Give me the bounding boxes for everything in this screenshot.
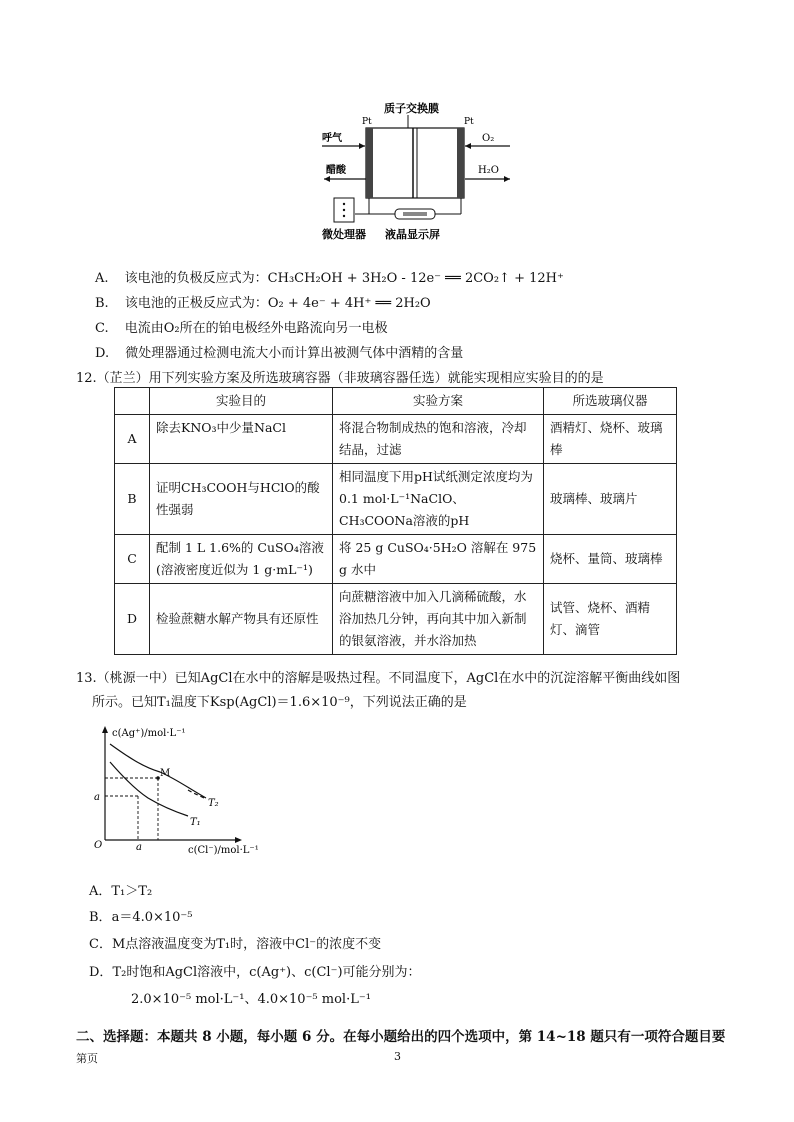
q11-option-b: [95, 292, 431, 311]
q11-option-d: [95, 342, 463, 361]
row-purpose: 配制 1 L 1.6%的 CuSO₄溶液(溶液密度近似为 1 g·mL⁻¹): [150, 535, 333, 584]
a-y-label: a: [94, 792, 100, 803]
page-number: 3: [394, 1050, 401, 1063]
option-text: T₂时饱和AgCl溶液中，c(Ag⁺)、c(Cl⁻)可能分别为：: [112, 965, 421, 980]
q12-table: [114, 387, 677, 655]
q13-option-d-line2: 2.0×10⁻⁵ mol·L⁻¹、4.0×10⁻⁵ mol·L⁻¹: [131, 992, 371, 1007]
row-glass: 酒精灯、烧杯、玻璃棒: [544, 415, 677, 464]
q13-stem-line2: 所示。已知T₁温度下Ksp(AgCl)＝1.6×10⁻⁹，下列说法正确的是: [92, 695, 467, 710]
o2-label: O₂: [482, 133, 495, 144]
point-m-label: M: [160, 768, 171, 779]
option-text: T₁＞T₂: [111, 884, 153, 899]
footer-left: 第页: [76, 1052, 98, 1065]
microprocessor-label: 微处理器: [322, 228, 366, 241]
option-text: a＝4.0×10⁻⁵: [111, 910, 193, 925]
row-key: C: [115, 535, 150, 584]
q12-stem: 12.（芷兰）用下列实验方案及所选玻璃容器（非玻璃容器任选）就能实现相应实验目的的是: [76, 371, 604, 386]
lcd-label: 液晶显示屏: [385, 228, 440, 241]
table-row: [115, 464, 677, 535]
breath-label: 呼气: [322, 133, 342, 144]
q13-option-c: [89, 933, 381, 952]
option-letter: B.: [95, 296, 109, 311]
a-x-label: a: [136, 842, 142, 853]
q11-option-c: [95, 317, 388, 336]
row-purpose: 证明CH₃COOH与HClO的酸性强弱: [150, 464, 333, 535]
row-key: D: [115, 584, 150, 655]
h2o-label: H₂O: [478, 165, 499, 176]
table-header-row: [115, 388, 677, 415]
table-row: [115, 415, 677, 464]
curve-t1: [110, 762, 188, 816]
t2-label: T₂: [208, 798, 219, 809]
option-text: 微处理器通过检测电流大小而计算出被测气体中酒精的含量: [125, 346, 464, 361]
col-key: [115, 388, 150, 415]
option-letter: C．: [89, 937, 112, 952]
q13-option-a: [89, 880, 152, 899]
option-letter: D．: [89, 965, 113, 980]
pt-left-label: Pt: [362, 117, 372, 127]
option-letter: D.: [95, 346, 110, 361]
row-plan: 向蔗糖溶液中加入几滴稀硫酸，水浴加热几分钟，再向其中加入新制的银氨溶液，并水浴加热: [333, 584, 544, 655]
row-key: A: [115, 415, 150, 464]
row-purpose: 除去KNO₃中少量NaCl: [150, 415, 333, 464]
option-letter: B．: [89, 910, 112, 925]
col-glass: 所选玻璃仪器: [544, 388, 677, 415]
row-plan: 将混合物制成热的饱和溶液，冷却结晶，过滤: [333, 415, 544, 464]
row-glass: 试管、烧杯、酒精灯、滴管: [544, 584, 677, 655]
x-axis-label: c(Cl⁻)/mol·L⁻¹: [188, 845, 259, 856]
row-plan: 将 25 g CuSO₄·5H₂O 溶解在 975 g 水中: [333, 535, 544, 584]
y-axis-label: c(Ag⁺)/mol·L⁻¹: [112, 728, 186, 739]
row-purpose: 检验蔗糖水解产物具有还原性: [150, 584, 333, 655]
option-text: 电流由O₂所在的铂电极经外电路流向另一电极: [124, 321, 388, 336]
option-text: 该电池的负极反应式为：CH₃CH₂OH + 3H₂O - 12e⁻ ══ 2CO₂↑ + 12H⁺: [124, 271, 564, 286]
col-purpose: 实验目的: [150, 388, 333, 415]
section-2-heading: 二、选择题：本题共 8 小题，每小题 6 分。在每小题给出的四个选项中，第 14~18 题只有一项符合题目要: [76, 1029, 726, 1045]
t1-label: T₁: [190, 817, 201, 828]
row-plan: 相同温度下用pH试纸测定浓度均为 0.1 mol·L⁻¹NaClO、CH₃COONa溶液的pH: [333, 464, 544, 535]
table-row: [115, 535, 677, 584]
solubility-graph: [88, 722, 268, 857]
q11-option-a: [95, 267, 564, 286]
q13-option-b: [89, 906, 193, 925]
origin-label: O: [94, 840, 103, 851]
membrane-label: 质子交换膜: [384, 102, 439, 115]
option-letter: C.: [95, 321, 109, 336]
pt-right-label: Pt: [464, 117, 474, 127]
row-glass: 玻璃棒、玻璃片: [544, 464, 677, 535]
col-plan: 实验方案: [333, 388, 544, 415]
row-key: B: [115, 464, 150, 535]
option-text: M点溶液温度变为T₁时，溶液中Cl⁻的浓度不变: [111, 937, 382, 952]
table-row: [115, 584, 677, 655]
option-letter: A．: [89, 884, 112, 899]
fuel-cell-diagram: [320, 98, 520, 248]
acetic-acid-label: 醋酸: [326, 165, 346, 176]
option-letter: A.: [95, 271, 109, 286]
row-glass: 烧杯、量筒、玻璃棒: [544, 535, 677, 584]
q13-stem-line1: 13.（桃源一中）已知AgCl在水中的溶解是吸热过程。不同温度下，AgCl在水中的沉淀溶解平衡曲线如图: [76, 671, 681, 686]
option-text: 该电池的正极反应式为：O₂ + 4e⁻ + 4H⁺ ══ 2H₂O: [124, 296, 431, 311]
q13-option-d: [89, 961, 421, 980]
